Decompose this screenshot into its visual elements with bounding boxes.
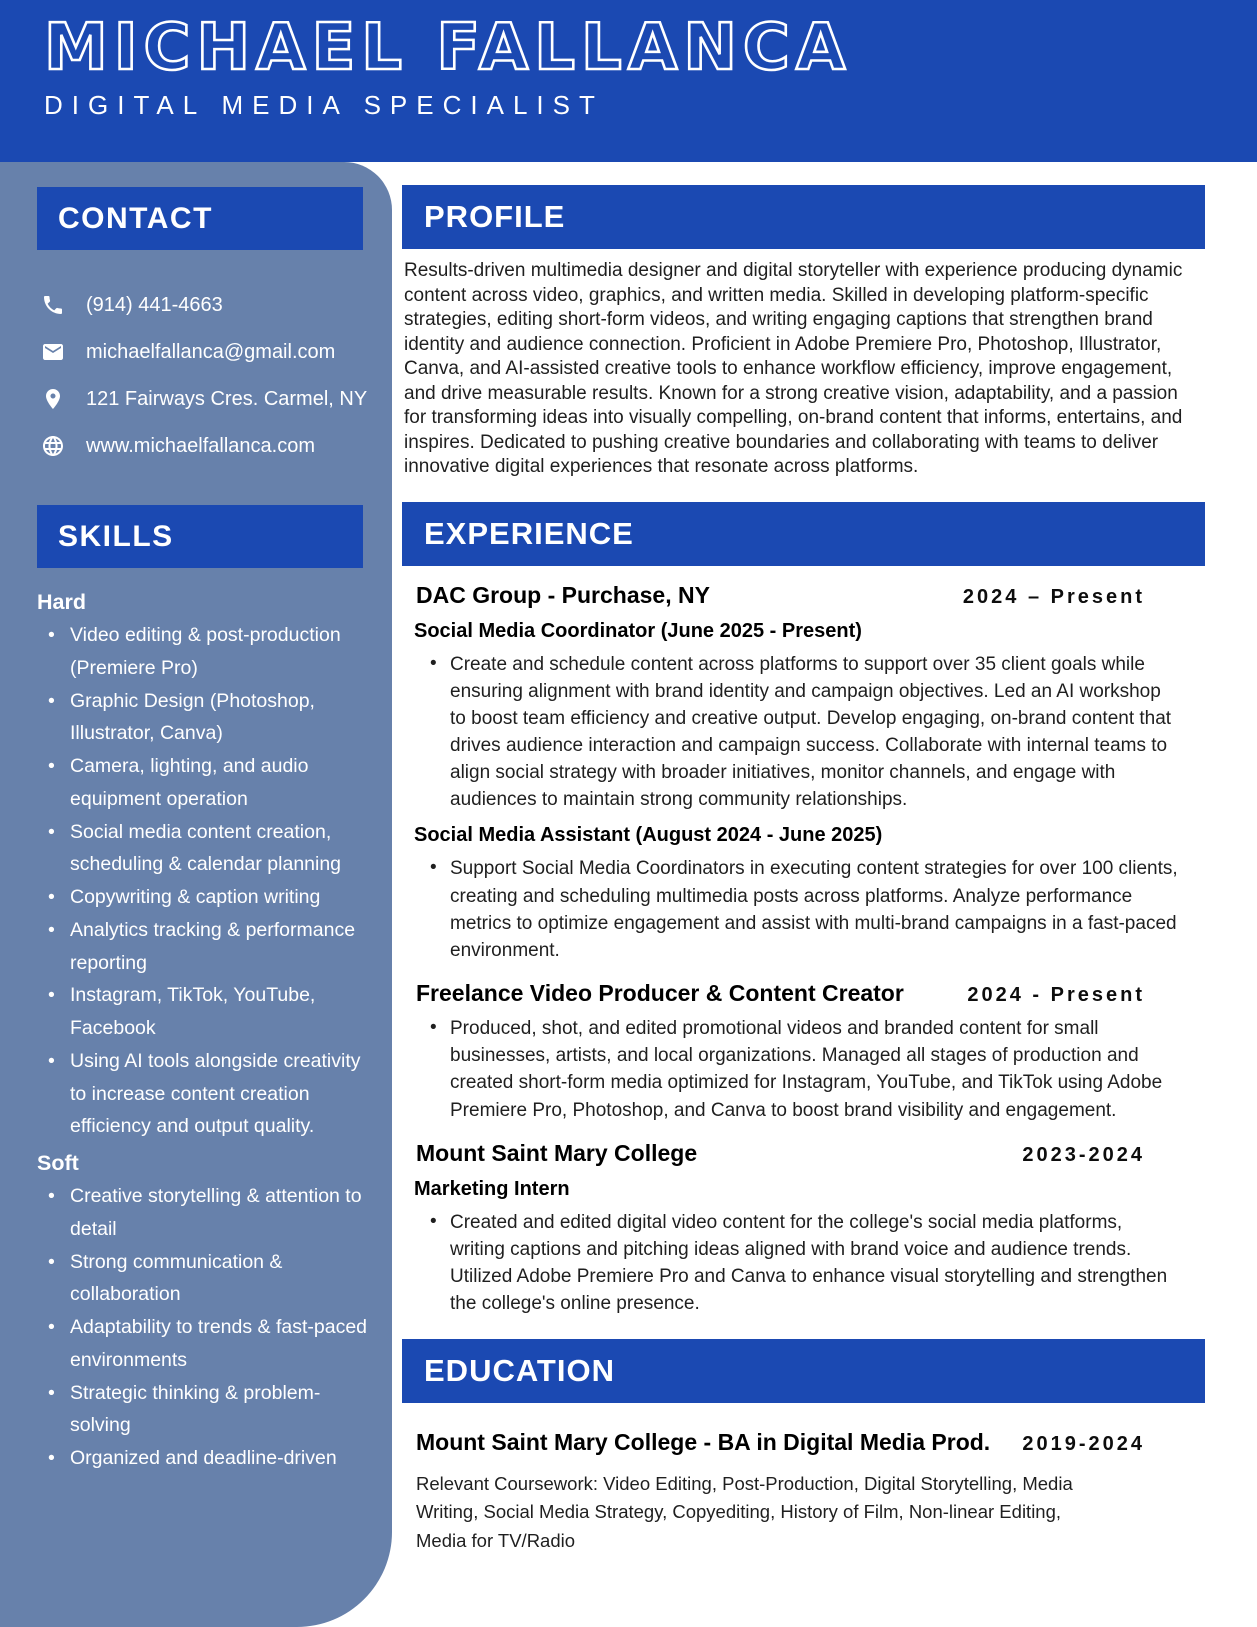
page-header (0, 0, 1257, 162)
skills-section (0, 505, 392, 1475)
sidebar (0, 162, 392, 1627)
hard-skill-list (37, 619, 368, 1143)
experience-entry (402, 980, 1205, 1124)
entry-dates: 2024 - Present (967, 984, 1145, 1007)
skill-item: • Camera, lighting, and audio equipment operation (70, 750, 368, 816)
education-entry-header (416, 1429, 1205, 1456)
skill-item: • Creative storytelling & attention to detail (70, 1180, 368, 1246)
skills-section-header: SKILLS (37, 505, 363, 568)
entry-title: Mount Saint Mary College (416, 1139, 698, 1166)
experience-bullet: • Created and edited digital video content for the college's social media platforms, writing captions and pitching ideas aligned with brand voice and audience trends. Utilized Adobe Premiere Pro and Canva to enhance visual storytelling and strengthen the college's online presence. (450, 1209, 1180, 1318)
skill-item: • Organized and deadline-driven (70, 1442, 368, 1475)
role-bullets (402, 1015, 1205, 1124)
contact-website-text: www.michaelfallanca.com (86, 434, 315, 457)
contact-item-location (40, 386, 392, 412)
skills-content (37, 590, 368, 1475)
entry-title: DAC Group - Purchase, NY (416, 581, 710, 608)
skill-item: • Using AI tools alongside creativity to increase content creation efficiency and output quality. (70, 1045, 368, 1143)
contact-item-email (40, 339, 392, 365)
experience-section-header: EXPERIENCE (402, 502, 1205, 566)
job-title: DIGITAL MEDIA SPECIALIST (44, 90, 604, 121)
person-name: MICHAEL FALLANCA (44, 11, 852, 85)
experience-bullet: • Create and schedule content across platforms to support over 35 client goals while ensuring alignment with brand identity and campaign objectives. Led an AI workshop to boost team efficiency and creative output. Develop engaging, on-brand content that drives audience interaction and campaign success. Collaborate with internal teams to align social strategy with broader initiatives, monitor channels, and engage with audiences to maintain strong community relationships. (450, 651, 1180, 814)
education-dates: 2019-2024 (1022, 1433, 1145, 1456)
skill-item: • Copywriting & caption writing (70, 881, 368, 914)
role-title: Social Media Coordinator (June 2025 - Present) (414, 619, 862, 642)
soft-skill-list (37, 1180, 368, 1475)
contact-phone-text: (914) 441-4663 (86, 293, 223, 316)
email-icon (40, 339, 66, 365)
skill-item: • Instagram, TikTok, YouTube, Facebook (70, 979, 368, 1045)
skill-item: • Strong communication & collaboration (70, 1246, 368, 1312)
education-section-header: EDUCATION (402, 1339, 1205, 1403)
role-title: Social Media Assistant (August 2024 - June 2025) (414, 824, 883, 847)
education-coursework: Relevant Coursework: Video Editing, Post-Production, Digital Storytelling, Media Writing, Social Media Strategy, Copyediting, History of Film, Non-linear Editing, Media for TV/Radio (416, 1473, 1073, 1551)
skill-item: • Analytics tracking & performance reporting (70, 914, 368, 980)
skills-group-label-soft: Soft (37, 1151, 79, 1175)
entry-header (416, 582, 1205, 609)
contact-item-phone (40, 292, 392, 318)
profile-paragraph: Results-driven multimedia designer and digital storyteller with experience producing dynamic content across video, graphics, and written media. Skilled in developing platform-specific strategies, editing short-form videos, and writing engaging captions that strengthen brand identity and audience connection. Proficient in Adobe Premiere Pro, Photoshop, Illustrator, Canva, and AI-assisted creative tools to enhance workflow efficiency, improve engagement, and drive measurable results. Known for a strong creative vision, adaptability, and a passion for transforming ideas into visually compelling, on-brand content that informs, entertains, and inspires. Dedicated to pushing creative boundaries and collaborating with teams to deliver innovative digital experiences that resonate across platforms. (404, 260, 1183, 477)
experience-entry (402, 582, 1205, 965)
website-icon (40, 433, 66, 459)
skill-item: • Social media content creation, scheduling & calendar planning (70, 816, 368, 882)
role-bullets (402, 855, 1205, 964)
profile-section-header: PROFILE (402, 185, 1205, 249)
skill-item: • Strategic thinking & problem-solving (70, 1377, 368, 1443)
entry-title: Freelance Video Producer & Content Creator (416, 980, 904, 1007)
contact-list (40, 292, 392, 459)
entry-dates: 2023-2024 (1022, 1143, 1145, 1166)
body-row (0, 162, 1257, 1627)
contact-location-text: 121 Fairways Cres. Carmel, NY (86, 387, 368, 410)
phone-icon (40, 292, 66, 318)
contact-email-text: michaelfallanca@gmail.com (86, 340, 336, 363)
role-bullets (402, 1209, 1205, 1318)
entry-dates: 2024 – Present (962, 585, 1145, 608)
role-title: Marketing Intern (414, 1177, 570, 1200)
contact-section-header: CONTACT (37, 187, 363, 250)
location-icon (40, 386, 66, 412)
experience-bullet: • Support Social Media Coordinators in executing content strategies for over 100 clients, creating and scheduling multimedia posts across platforms. Analyze performance metrics to optimize engagement and assist with multi-brand campaigns in a fast-paced environment. (450, 855, 1180, 964)
role-bullets (402, 651, 1205, 814)
skill-item: • Video editing & post-production (Premiere Pro) (70, 619, 368, 685)
entry-header (416, 980, 1205, 1007)
skill-item: • Adaptability to trends & fast-paced environments (70, 1311, 368, 1377)
skill-item: • Graphic Design (Photoshop, Illustrator, Canva) (70, 685, 368, 751)
main-content (392, 162, 1257, 1627)
experience-bullet: • Produced, shot, and edited promotional videos and branded content for small businesses, artists, and local organizations. Managed all stages of production and created short-form media optimized for Instagram, YouTube, and TikTok using Adobe Premiere Pro, Photoshop, and Canva to boost brand visibility and engagement. (450, 1015, 1180, 1124)
skills-group-label-hard: Hard (37, 590, 86, 614)
education-section (402, 1339, 1205, 1554)
education-degree: Mount Saint Mary College - BA in Digital Media Prod. (416, 1429, 991, 1456)
contact-item-website (40, 433, 392, 459)
entry-header (416, 1140, 1205, 1167)
experience-entry (402, 1140, 1205, 1318)
